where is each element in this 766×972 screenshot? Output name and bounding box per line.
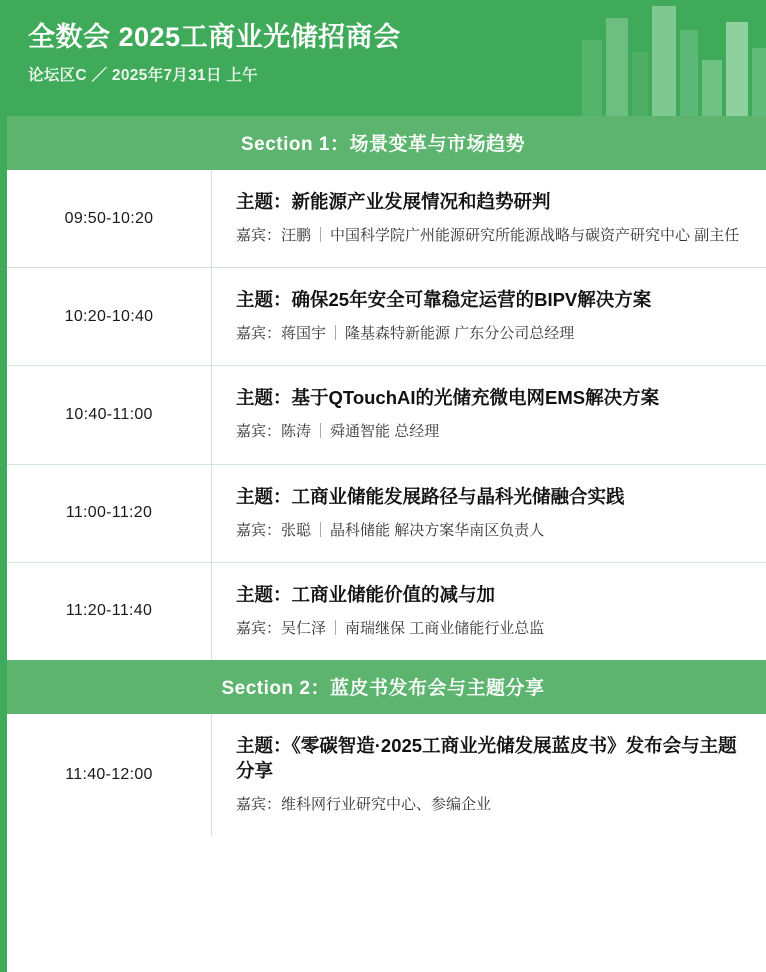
guest-separator: ｜ bbox=[328, 619, 344, 637]
guest-separator: ｜ bbox=[313, 423, 329, 441]
table-row bbox=[7, 170, 766, 268]
row-guest-name: 嘉宾：张聪 bbox=[236, 521, 312, 539]
row-info bbox=[212, 563, 766, 660]
agenda-table-1 bbox=[0, 170, 766, 660]
row-guest-org: 南瑞继保 工商业储能行业总监 bbox=[345, 619, 545, 637]
row-time: 11:00-11:20 bbox=[7, 465, 212, 562]
row-info bbox=[212, 465, 766, 562]
row-guest-org: 舜通智能 总经理 bbox=[330, 423, 440, 441]
row-info bbox=[212, 268, 766, 365]
row-guest-name: 嘉宾：维科网行业研究中心、参编企业 bbox=[236, 796, 492, 814]
row-time: 10:20-10:40 bbox=[7, 268, 212, 365]
row-guest bbox=[236, 519, 746, 542]
row-guest-name: 嘉宾：蒋国宇 bbox=[236, 325, 327, 343]
row-guest-name: 嘉宾：吴仁泽 bbox=[236, 619, 327, 637]
row-info bbox=[212, 714, 766, 836]
table-row bbox=[7, 366, 766, 464]
city-skyline-icon bbox=[576, 0, 766, 116]
row-guest-org: 晶科储能 解决方案华南区负责人 bbox=[330, 521, 545, 539]
row-time: 10:40-11:00 bbox=[7, 366, 212, 463]
row-guest bbox=[236, 224, 746, 247]
row-info bbox=[212, 366, 766, 463]
row-guest bbox=[236, 322, 746, 345]
guest-separator: ｜ bbox=[328, 325, 344, 343]
table-row bbox=[7, 714, 766, 836]
row-guest bbox=[236, 420, 746, 443]
row-topic: 主题：工商业储能价值的减与加 bbox=[236, 583, 496, 605]
row-topic: 主题：基于QTouchAI的光储充微电网EMS解决方案 bbox=[236, 387, 660, 409]
guest-separator: ｜ bbox=[313, 521, 329, 539]
table-row bbox=[7, 465, 766, 563]
row-guest-org: 隆基森特新能源 广东分公司总经理 bbox=[345, 325, 575, 343]
row-guest-name: 嘉宾：陈涛 bbox=[236, 423, 312, 441]
page-header bbox=[0, 0, 766, 116]
row-topic: 主题：新能源产业发展情况和趋势研判 bbox=[236, 191, 551, 212]
row-guest-org: 中国科学院广州能源研究所能源战略与碳资产研究中心 副主任 bbox=[330, 226, 740, 244]
row-time: 11:20-11:40 bbox=[7, 563, 212, 660]
row-guest bbox=[236, 617, 746, 640]
page-title: 全数会 2025工商业光储招商会 bbox=[28, 22, 401, 52]
row-guest bbox=[236, 793, 746, 816]
row-time: 11:40-12:00 bbox=[7, 714, 212, 836]
row-time: 09:50-10:20 bbox=[7, 170, 212, 267]
guest-separator: ｜ bbox=[313, 226, 329, 244]
table-row bbox=[7, 563, 766, 660]
row-topic: 主题：工商业储能发展路径与晶科光储融合实践 bbox=[236, 485, 625, 507]
left-accent-bar bbox=[0, 116, 7, 972]
row-info bbox=[212, 170, 766, 267]
page-subtitle: 论坛区C ／ 2025年7月31日 上午 bbox=[28, 67, 258, 85]
row-topic: 主题：《零碳智造·2025工商业光储发展蓝皮书》发布会与主题分享 bbox=[236, 735, 737, 782]
row-guest-name: 嘉宾：汪鹏 bbox=[236, 226, 312, 244]
table-row bbox=[7, 268, 766, 366]
section-banner-2: Section 2：蓝皮书发布会与主题分享 bbox=[0, 660, 766, 714]
row-topic: 主题：确保25年安全可靠稳定运营的BIPV解决方案 bbox=[236, 289, 652, 311]
section-banner-1: Section 1：场景变革与市场趋势 bbox=[0, 116, 766, 170]
agenda-table-2 bbox=[0, 714, 766, 836]
